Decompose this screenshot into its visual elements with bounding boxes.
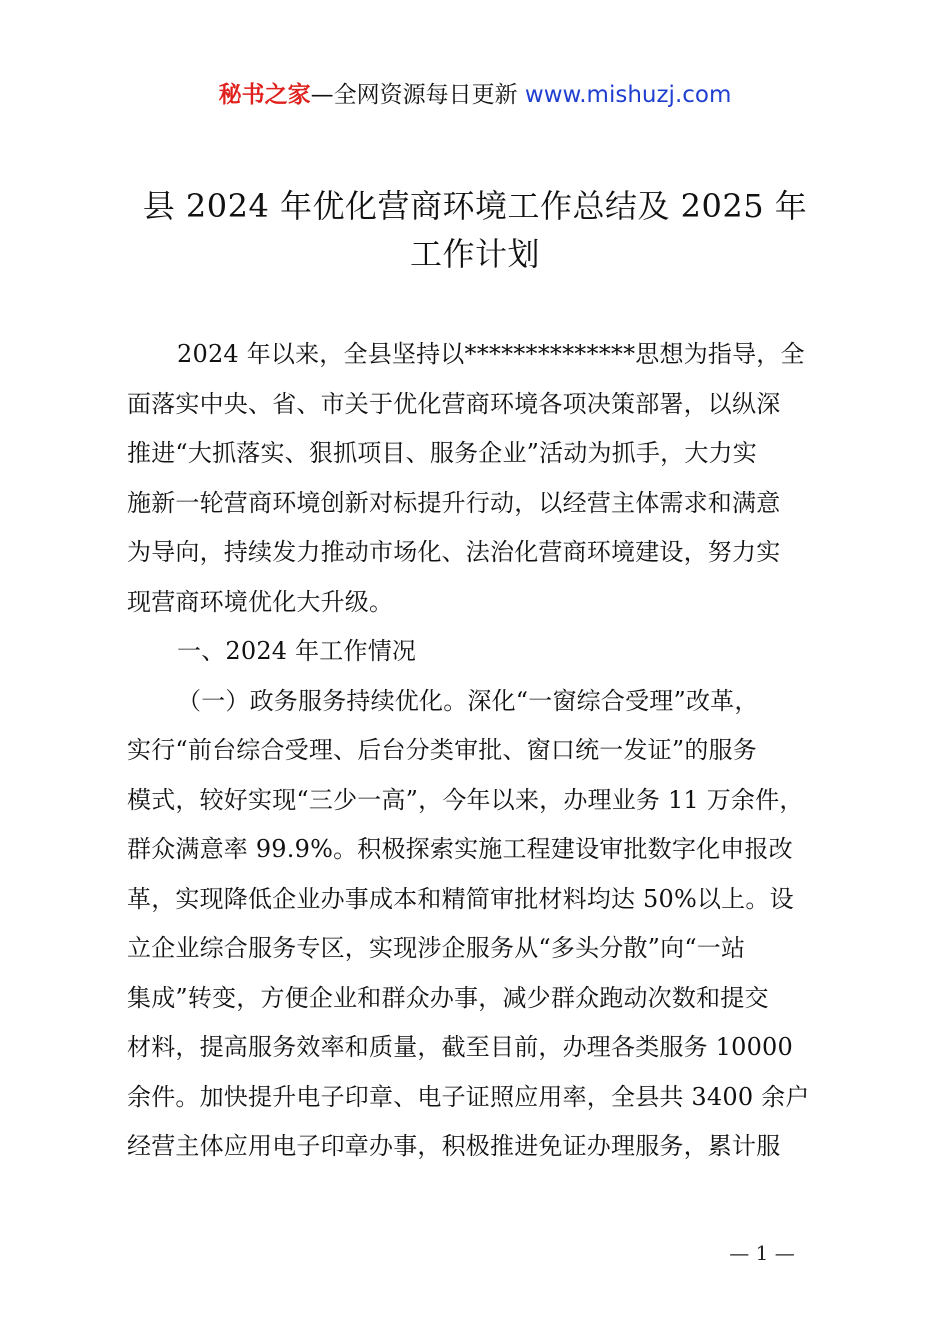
document-body [127, 330, 833, 1172]
title-line-2: 工作计划 [409, 235, 540, 273]
site-header [0, 78, 950, 112]
paragraph-line: 现营商环境优化大升级。 [127, 587, 394, 616]
site-tagline: —全网资源每日更新 [310, 82, 518, 108]
title-line-1: 县 2024 年优化营商环境工作总结及 2025 年 [142, 187, 808, 225]
paragraph-line: 为导向，持续发力推动市场化、法治化营商环境建设，努力实 [127, 538, 781, 566]
paragraph-line: 2024 年以来，全县坚持以**************思想为指导，全 [177, 340, 805, 368]
paragraph-line: 面落实中央、省、市关于优化营商环境各项决策部署，以纵深 [127, 389, 781, 418]
paragraph-line: 材料，提高服务效率和质量，截至目前，办理各类服务 10000 [127, 1033, 793, 1061]
section-heading: 一、2024 年工作情况 [177, 637, 417, 665]
page-number: — 1 — [729, 1241, 795, 1265]
paragraph-line: 经营主体应用电子印章办事，积极推进免证办理服务，累计服 [127, 1132, 781, 1160]
paragraph-line: 余件。加快提升电子印章、电子证照应用率，全县共 3400 余户 [127, 1082, 810, 1111]
paragraph-line: （一）政务服务持续优化。深化“一窗综合受理”改革， [177, 686, 759, 715]
paragraph-line: 实行“前台综合受理、后台分类审批、窗口统一发证”的服务 [127, 736, 757, 764]
paragraph-line: 集成”转变，方便企业和群众办事，减少群众跑动次数和提交 [127, 983, 769, 1012]
paragraph-line: 推进“大抓落实、狠抓项目、服务企业”活动为抓手，大力实 [127, 439, 757, 467]
paragraph-line: 施新一轮营商环境创新对标提升行动，以经营主体需求和满意 [127, 488, 781, 517]
paragraph-line: 立企业综合服务专区，实现涉企服务从“多头分散”向“一站 [127, 934, 746, 962]
paragraph-line: 模式，较好实现“三少一高”，今年以来，办理业务 11 万余件， [127, 785, 804, 814]
site-name: 秘书之家 [218, 82, 311, 108]
document-title [100, 182, 850, 278]
paragraph-line: 群众满意率 99.9%。积极探索实施工程建设审批数字化申报改 [127, 835, 793, 863]
site-url-link[interactable]: www.mishuzj.com [524, 82, 732, 108]
paragraph-line: 革，实现降低企业办事成本和精简审批材料均达 50%以上。设 [127, 884, 794, 913]
